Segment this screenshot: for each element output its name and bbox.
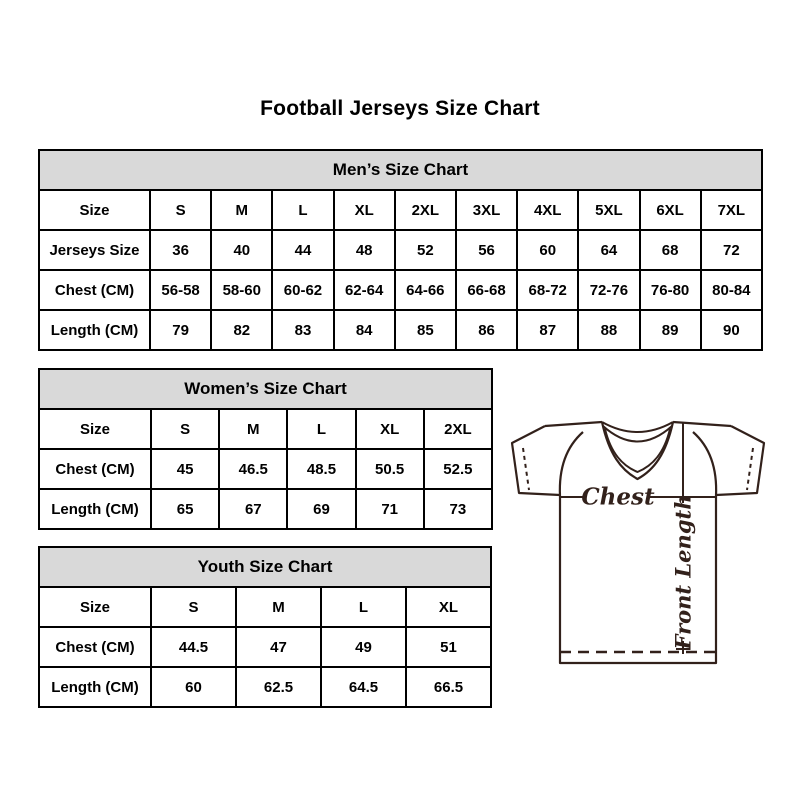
row-label: Chest (CM) <box>39 627 151 667</box>
cell-value: 72 <box>701 230 762 270</box>
front-length-label: Front Length <box>670 494 696 650</box>
chest-label: Chest <box>581 483 655 511</box>
cell-value: 66.5 <box>406 667 491 707</box>
cell-value: 68 <box>640 230 701 270</box>
cell-value: XL <box>406 587 491 627</box>
cell-value: 90 <box>701 310 762 350</box>
jersey-left-sleeve-cuff-dashes <box>523 448 529 490</box>
youth-size-table <box>38 546 492 708</box>
jersey-right-armhole-seam <box>693 432 716 496</box>
cell-value: M <box>219 409 287 449</box>
cell-value: 52.5 <box>424 449 492 489</box>
table-row <box>39 230 762 270</box>
row-label: Length (CM) <box>39 489 151 529</box>
cell-value: 47 <box>236 627 321 667</box>
row-label: Chest (CM) <box>39 449 151 489</box>
cell-value: L <box>321 587 406 627</box>
cell-value: 60 <box>151 667 236 707</box>
table-row <box>39 587 491 627</box>
cell-value: 66-68 <box>456 270 517 310</box>
cell-value: 3XL <box>456 190 517 230</box>
cell-value: 80-84 <box>701 270 762 310</box>
row-label: Size <box>39 190 150 230</box>
cell-value: 5XL <box>578 190 639 230</box>
row-label: Chest (CM) <box>39 270 150 310</box>
cell-value: 88 <box>578 310 639 350</box>
cell-value: 79 <box>150 310 211 350</box>
cell-value: 65 <box>151 489 219 529</box>
jersey-measurement-diagram <box>498 396 780 688</box>
men-table-title: Men’s Size Chart <box>39 150 762 190</box>
cell-value: 40 <box>211 230 272 270</box>
cell-value: 2XL <box>395 190 456 230</box>
table-row <box>39 190 762 230</box>
cell-value: 48.5 <box>287 449 355 489</box>
cell-value: 36 <box>150 230 211 270</box>
jersey-right-sleeve <box>716 426 764 495</box>
cell-value: 62-64 <box>334 270 395 310</box>
cell-value: 45 <box>151 449 219 489</box>
table-row <box>39 667 491 707</box>
cell-value: 4XL <box>517 190 578 230</box>
cell-value: 89 <box>640 310 701 350</box>
cell-value: 56-58 <box>150 270 211 310</box>
cell-value: 82 <box>211 310 272 350</box>
row-label: Length (CM) <box>39 667 151 707</box>
cell-value: 60 <box>517 230 578 270</box>
row-label: Length (CM) <box>39 310 150 350</box>
cell-value: 76-80 <box>640 270 701 310</box>
cell-value: 69 <box>287 489 355 529</box>
jersey-collar-top-arc <box>602 422 673 432</box>
cell-value: 64 <box>578 230 639 270</box>
table-row <box>39 449 492 489</box>
cell-value: 64.5 <box>321 667 406 707</box>
cell-value: 44.5 <box>151 627 236 667</box>
cell-value: 87 <box>517 310 578 350</box>
women-table-title: Women’s Size Chart <box>39 369 492 409</box>
cell-value: L <box>287 409 355 449</box>
cell-value: 51 <box>406 627 491 667</box>
women-size-table <box>38 368 493 530</box>
cell-value: 72-76 <box>578 270 639 310</box>
jersey-shoulder-right <box>673 422 731 426</box>
cell-value: 56 <box>456 230 517 270</box>
cell-value: 68-72 <box>517 270 578 310</box>
cell-value: L <box>272 190 333 230</box>
cell-value: XL <box>356 409 424 449</box>
cell-value: S <box>151 409 219 449</box>
cell-value: 44 <box>272 230 333 270</box>
cell-value: 48 <box>334 230 395 270</box>
table-row <box>39 489 492 529</box>
table-header-row <box>39 150 762 190</box>
row-label: Jerseys Size <box>39 230 150 270</box>
jersey-right-sleeve-cuff-dashes <box>747 448 753 490</box>
cell-value: 67 <box>219 489 287 529</box>
cell-value: 83 <box>272 310 333 350</box>
cell-value: 50.5 <box>356 449 424 489</box>
cell-value: 49 <box>321 627 406 667</box>
cell-value: M <box>236 587 321 627</box>
table-row <box>39 627 491 667</box>
table-row <box>39 270 762 310</box>
page-title: Football Jerseys Size Chart <box>260 97 540 120</box>
cell-value: 52 <box>395 230 456 270</box>
cell-value: 2XL <box>424 409 492 449</box>
cell-value: 7XL <box>701 190 762 230</box>
cell-value: 46.5 <box>219 449 287 489</box>
cell-value: 73 <box>424 489 492 529</box>
men-size-table <box>38 149 763 351</box>
cell-value: M <box>211 190 272 230</box>
cell-value: 62.5 <box>236 667 321 707</box>
jersey-shoulder-left <box>545 422 602 426</box>
cell-value: 58-60 <box>211 270 272 310</box>
cell-value: 84 <box>334 310 395 350</box>
cell-value: 60-62 <box>272 270 333 310</box>
youth-table-title: Youth Size Chart <box>39 547 491 587</box>
table-row <box>39 409 492 449</box>
cell-value: XL <box>334 190 395 230</box>
row-label: Size <box>39 409 151 449</box>
cell-value: 71 <box>356 489 424 529</box>
jersey-left-armhole-seam <box>560 432 583 496</box>
cell-value: S <box>150 190 211 230</box>
cell-value: 6XL <box>640 190 701 230</box>
table-row <box>39 310 762 350</box>
jersey-left-sleeve <box>512 426 560 495</box>
table-header-row <box>39 369 492 409</box>
cell-value: 64-66 <box>395 270 456 310</box>
cell-value: 86 <box>456 310 517 350</box>
cell-value: 85 <box>395 310 456 350</box>
cell-value: S <box>151 587 236 627</box>
row-label: Size <box>39 587 151 627</box>
table-header-row <box>39 547 491 587</box>
